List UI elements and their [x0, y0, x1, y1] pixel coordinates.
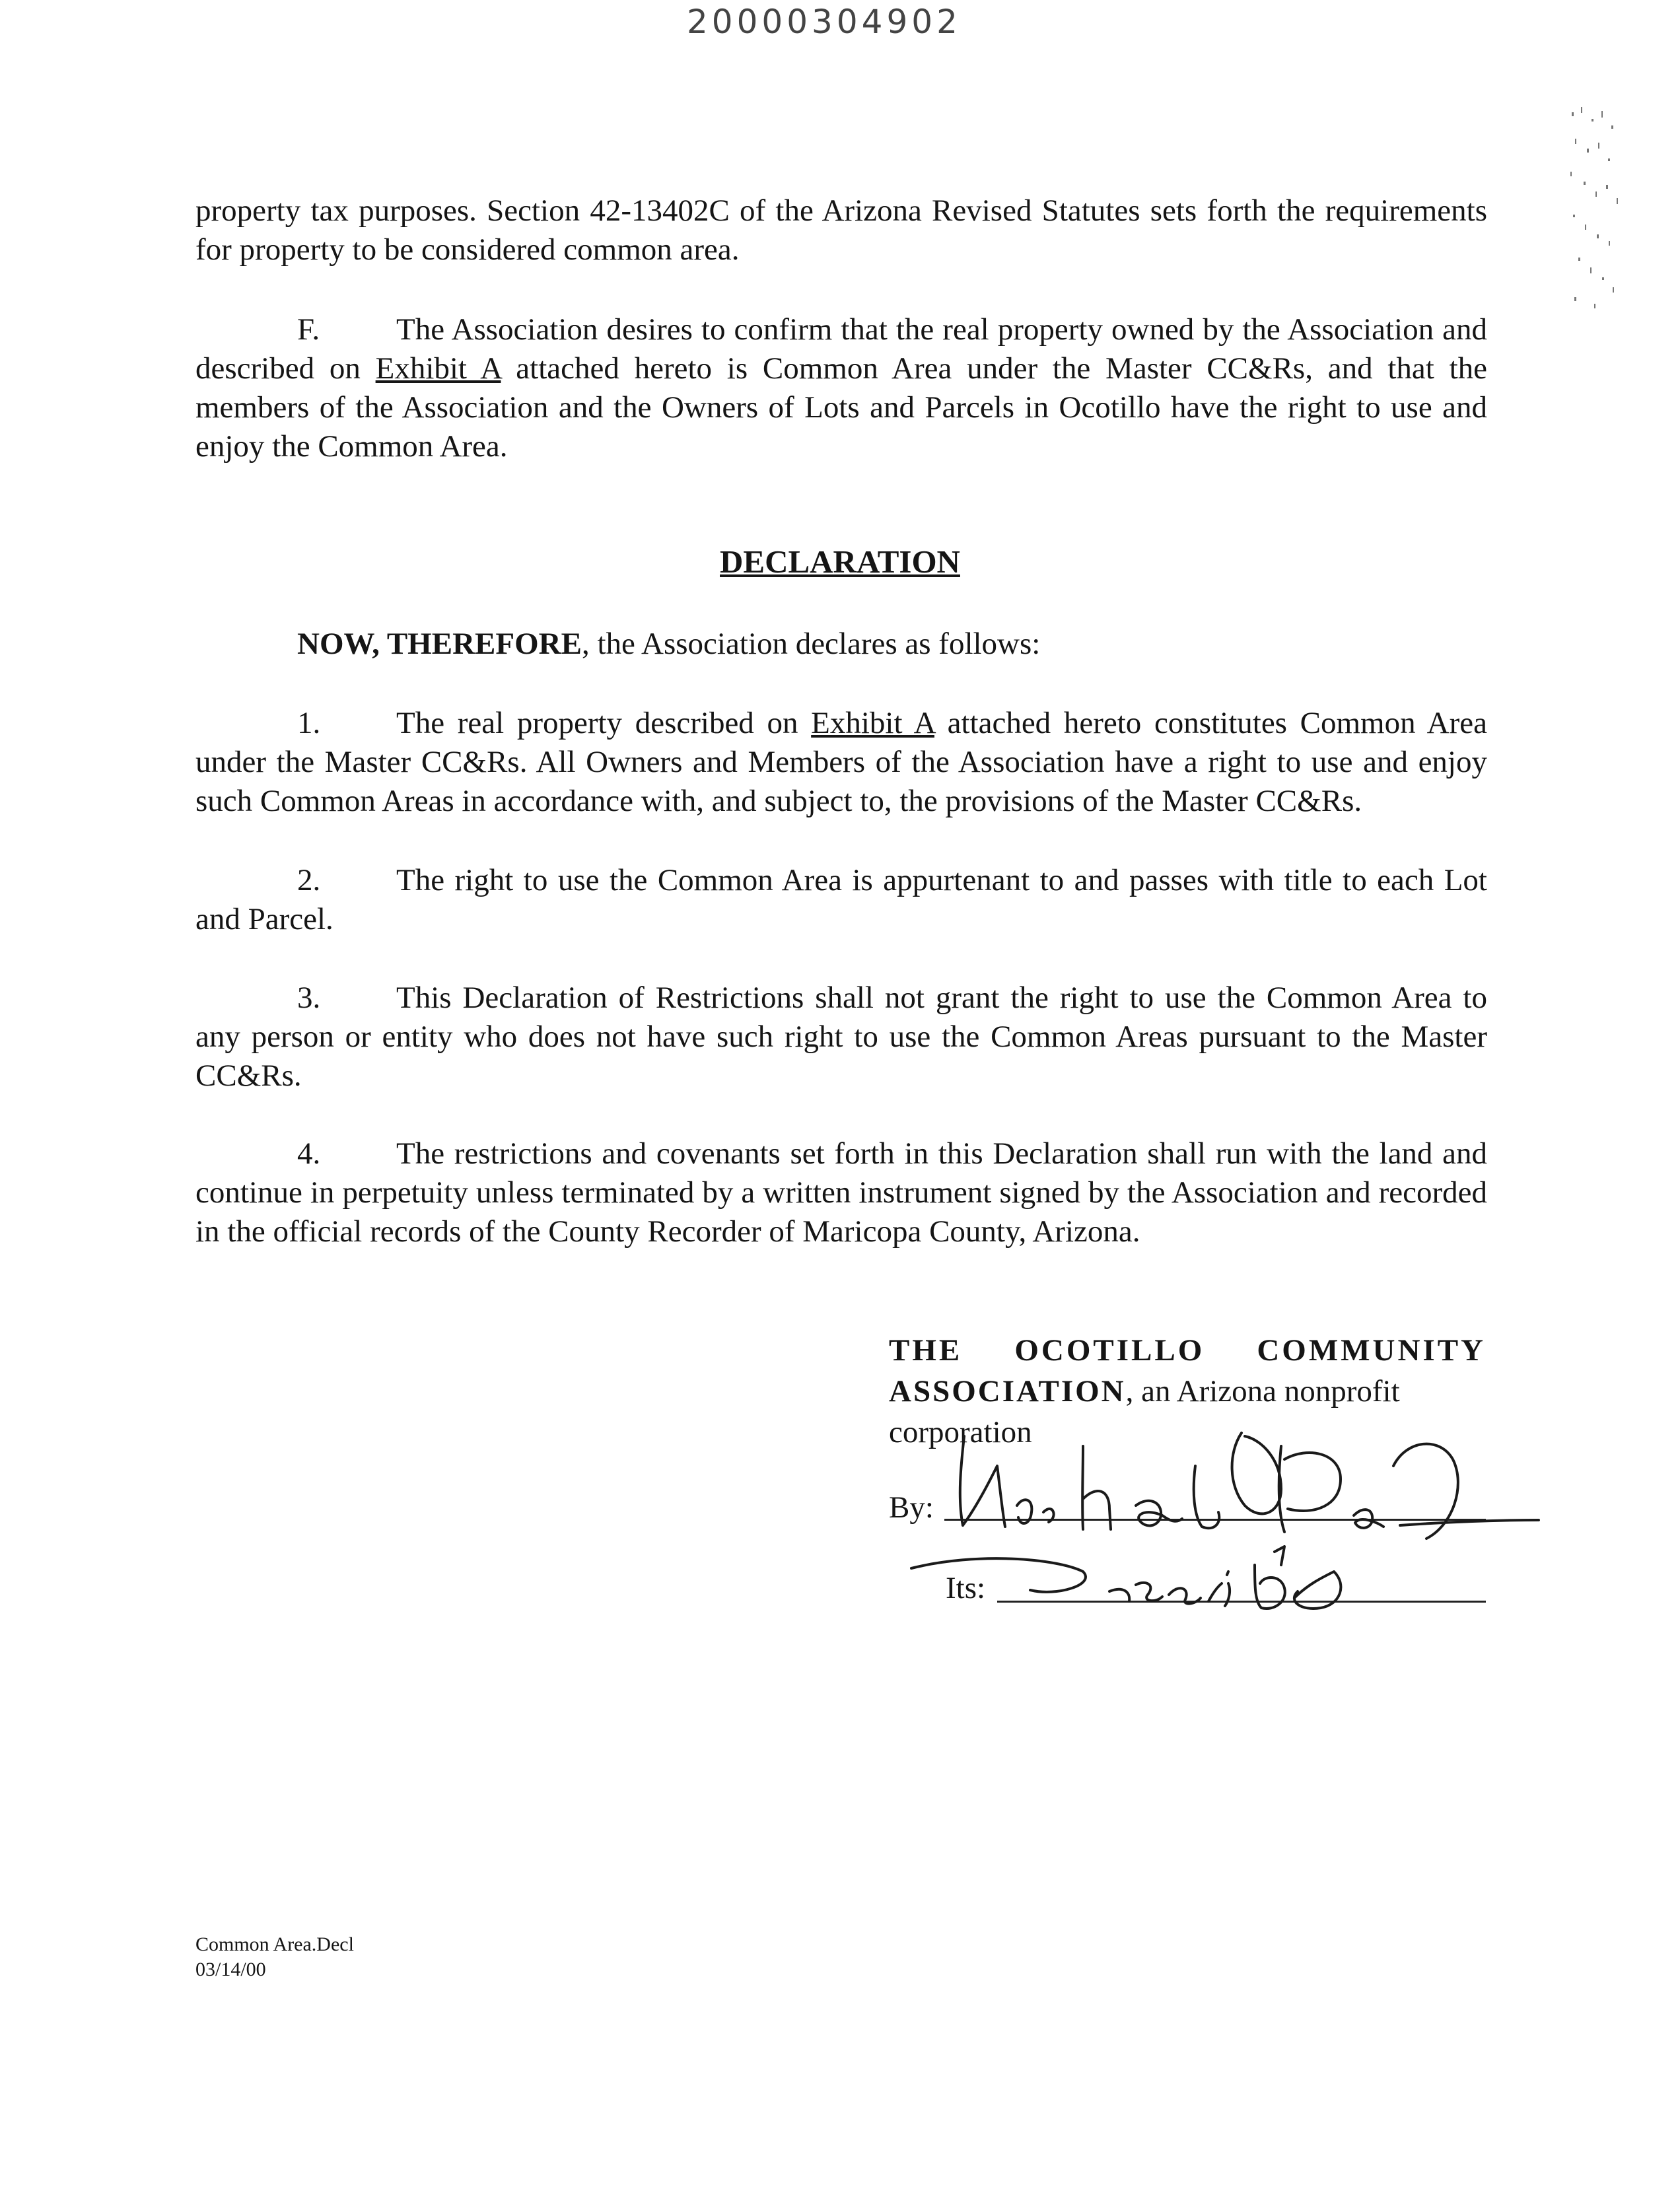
paragraph-f-text-before: The Association desires to confirm that the real property owned by the Association and described on [195, 312, 1487, 386]
document-footer [195, 1932, 354, 1982]
item-number: 2. [297, 863, 321, 897]
item-4-text: The restrictions and covenants set forth in this Declaration shall run with the land and continue in perpetuity unless terminated by a written instrument signed by the Association and recorded in the official records of the County Recorder of Maricopa County, Arizona. [195, 1136, 1487, 1249]
declaration-item-4 [195, 1134, 1487, 1251]
association-name-line-1 [889, 1330, 1486, 1371]
footer-doc-name: Common Area.Decl [195, 1933, 354, 1955]
name-word: THE [889, 1333, 963, 1368]
declaration-heading: DECLARATION [720, 543, 960, 580]
association-bold: ASSOCIATION [889, 1374, 1126, 1408]
association-type: , an Arizona nonprofit [1125, 1374, 1400, 1408]
item-number: 4. [297, 1136, 321, 1171]
its-label: Its: [946, 1571, 986, 1605]
item-1-text-after: attached hereto constitutes Common Area under the Master CC&Rs. All Owners and Members of the Association have a right to use and enjoy such Common Areas in accordance with, and subject to, the provisions of the Master CC&Rs. [195, 706, 1487, 818]
association-name-line-3: corporation [889, 1415, 1032, 1449]
name-word: OCOTILLO [1014, 1333, 1205, 1368]
handwritten-signature [885, 1373, 1572, 1638]
item-number: 1. [297, 706, 321, 740]
item-number: 3. [297, 981, 321, 1015]
paragraph-e-continued: property tax purposes. Section 42-13402C of the Arizona Revised Statutes sets forth the requirements for property to be considered common area. [195, 193, 1487, 267]
paragraph-f-text-after: attached hereto is Common Area under the Master CC&Rs, and that the members of the Association and the Owners of Lots and Parcels in Ocotillo have the right to use and enjoy the Common Area. [195, 351, 1487, 464]
paragraph-f-label: F. [297, 312, 320, 347]
recording-number: 20000304902 [687, 3, 962, 41]
item-1-text-before: The real property described on [396, 706, 812, 740]
paragraph-f [195, 310, 1487, 466]
by-label: By: [889, 1490, 934, 1525]
scan-artifact [1565, 99, 1625, 317]
exhibit-a-reference: Exhibit A [811, 706, 934, 740]
declaration-intro [195, 625, 1487, 664]
declaration-item-1 [195, 704, 1487, 821]
intro-rest: , the Association declares as follows: [581, 627, 1041, 661]
footer-date: 03/14/00 [195, 1959, 266, 1980]
declaration-item-3 [195, 979, 1487, 1095]
declaration-item-2 [195, 861, 1487, 939]
intro-bold: NOW, THEREFORE [297, 627, 582, 661]
item-2-text: The right to use the Common Area is appurtenant to and passes with title to each Lot and Parcel. [195, 863, 1487, 936]
item-3-text: This Declaration of Restrictions shall not grant the right to use the Common Area to any person or entity who does not have such right to use the Common Areas pursuant to the Master CC&Rs. [195, 981, 1487, 1093]
name-word: COMMUNITY [1257, 1333, 1486, 1368]
exhibit-a-reference: Exhibit A [375, 351, 501, 386]
